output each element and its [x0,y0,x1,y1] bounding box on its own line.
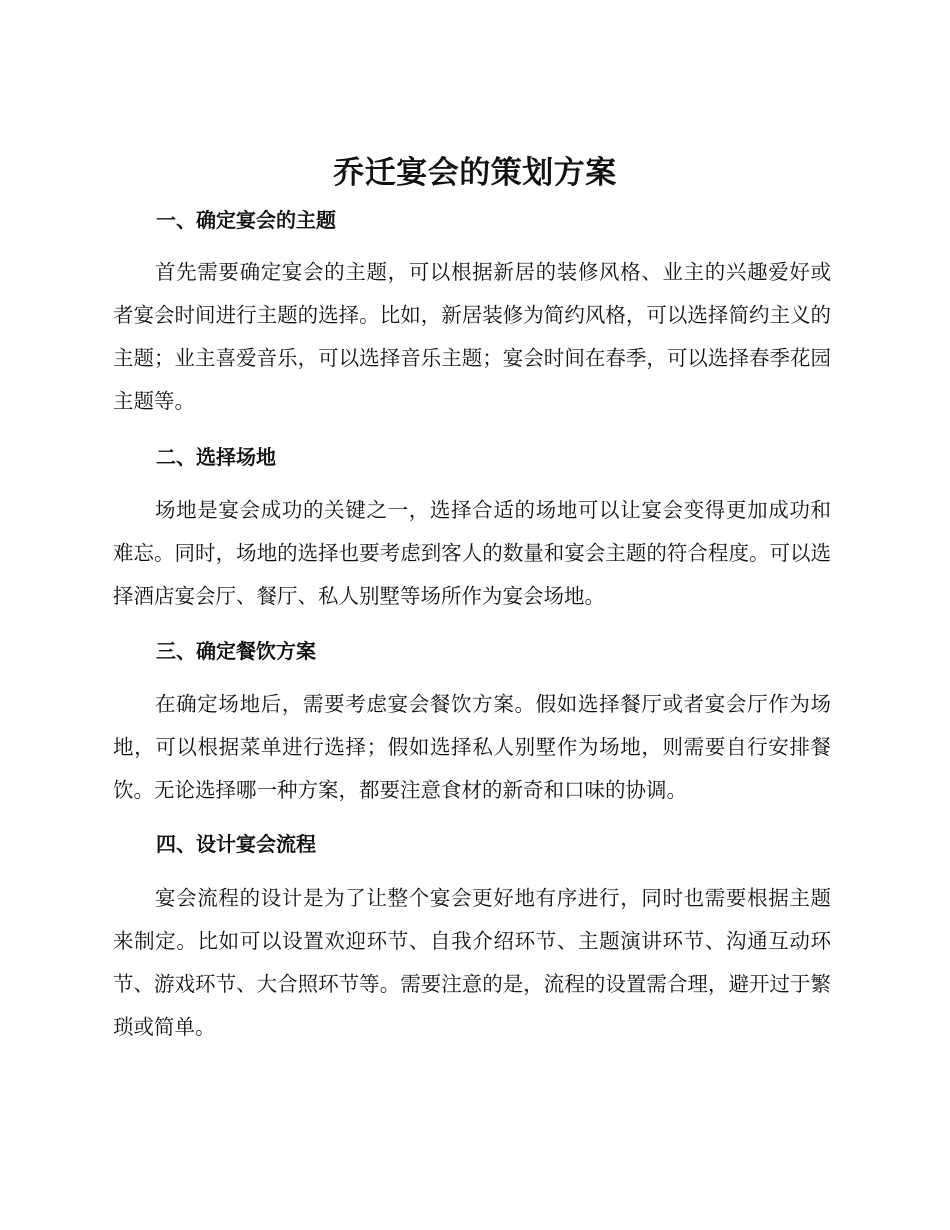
section-paragraph-process: 宴会流程的设计是为了让整个宴会更好地有序进行，同时也需要根据主题来制定。比如可以设置欢迎环节、自我介绍环节、主题演讲环节、沟通互动环节、游戏环节、大合照环节等。需要注意的是，流程的设置需合理，避开过于繁琐或简单。 [113,886,831,1039]
section-paragraph-theme: 首先需要确定宴会的主题，可以根据新居的装修风格、业主的兴趣爱好或者宴会时间进行主题的选择。比如，新居装修为简约风格，可以选择简约主义的主题；业主喜爱音乐，可以选择音乐主题；宴会时间在春季，可以选择春季花园主题等。 [113,260,831,413]
section-heading-venue: 二、选择场地 [156,445,276,469]
document-title: 乔迁宴会的策划方案 [333,155,617,191]
section-heading-process: 四、设计宴会流程 [156,832,316,856]
section-paragraph-venue: 场地是宴会成功的关键之一，选择合适的场地可以让宴会变得更加成功和难忘。同时，场地的选择也要考虑到客人的数量和宴会主题的符合程度。可以选择酒店宴会厅、餐厅、私人别墅等场所作为宴会场地。 [113,498,831,608]
section-paragraph-catering: 在确定场地后，需要考虑宴会餐饮方案。假如选择餐厅或者宴会厅作为场地，可以根据菜单进行选择；假如选择私人别墅作为场地，则需要自行安排餐饮。无论选择哪一种方案，都要注意食材的新奇和口味的协调。 [113,692,831,802]
section-heading-theme: 一、确定宴会的主题 [156,208,336,232]
section-heading-catering: 三、确定餐饮方案 [156,639,316,663]
